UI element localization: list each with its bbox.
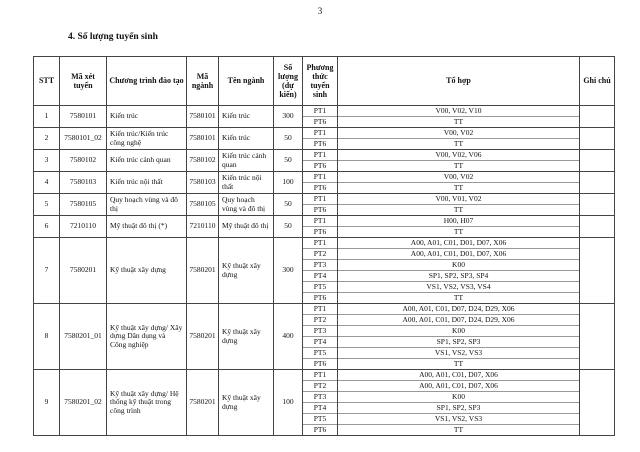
ma-xet-tuyen-cell: 7580103: [60, 172, 107, 194]
so-luong-cell: 100: [274, 370, 303, 436]
ghi-chu-cell: [580, 194, 615, 216]
ma-xet-tuyen-cell: 7580201_01: [60, 304, 107, 370]
to-hop-cell: A00, A01, C01, D01, D07, X06: [338, 249, 580, 260]
to-hop-cell: TT: [338, 183, 580, 194]
ten-nganh-cell: Kiến trúc: [219, 128, 274, 150]
ten-nganh-cell: Kỹ thuật xây dựng: [219, 238, 274, 304]
phuong-thuc-cell: PT5: [303, 414, 338, 425]
ma-xet-tuyen-cell: 7580105: [60, 194, 107, 216]
phuong-thuc-cell: PT1: [303, 106, 338, 117]
to-hop-cell: V00, V02, V10: [338, 106, 580, 117]
to-hop-cell: A00, A01, C01, D07, D24, D29, X06: [338, 315, 580, 326]
to-hop-cell: A00, A01, C01, D07, X06: [338, 370, 580, 381]
to-hop-cell: TT: [338, 139, 580, 150]
ma-nganh-cell: 7580201: [187, 238, 219, 304]
page-number: 3: [317, 6, 323, 16]
ma-nganh-cell: 7580101: [187, 128, 219, 150]
header-row: [34, 57, 615, 106]
table-row: [34, 370, 615, 381]
table-row: [34, 172, 615, 183]
chuong-trinh-cell: Kiến trúc nội thất: [107, 172, 187, 194]
header-ghi-chu: Ghi chú: [580, 57, 615, 106]
chuong-trinh-cell: Kiến trúc cảnh quan: [107, 150, 187, 172]
to-hop-cell: A00, A01, C01, D07, D24, D29, X06: [338, 304, 580, 315]
phuong-thuc-cell: PT1: [303, 238, 338, 249]
ma-xet-tuyen-cell: 7580201_02: [60, 370, 107, 436]
header-stt: STT: [34, 57, 60, 106]
chuong-trinh-cell: Mỹ thuật đô thị (*): [107, 216, 187, 238]
table-row: [34, 238, 615, 249]
so-luong-cell: 300: [274, 106, 303, 128]
so-luong-cell: 50: [274, 150, 303, 172]
stt-cell: 1: [34, 106, 60, 128]
admission-table: [33, 56, 615, 436]
stt-cell: 2: [34, 128, 60, 150]
to-hop-cell: TT: [338, 359, 580, 370]
to-hop-cell: V00, V02, V06: [338, 150, 580, 161]
to-hop-cell: V00, V02: [338, 128, 580, 139]
to-hop-cell: A00, A01, C01, D07, X06: [338, 381, 580, 392]
so-luong-cell: 50: [274, 194, 303, 216]
ghi-chu-cell: [580, 304, 615, 370]
stt-cell: 8: [34, 304, 60, 370]
ten-nganh-cell: Mỹ thuật đô thị: [219, 216, 274, 238]
stt-cell: 5: [34, 194, 60, 216]
phuong-thuc-cell: PT5: [303, 348, 338, 359]
ma-xet-tuyen-cell: 7580102: [60, 150, 107, 172]
to-hop-cell: VS1, VS2, VS3: [338, 348, 580, 359]
to-hop-cell: TT: [338, 205, 580, 216]
stt-cell: 7: [34, 238, 60, 304]
ma-xet-tuyen-cell: 7580101_02: [60, 128, 107, 150]
table-row: [34, 150, 615, 161]
phuong-thuc-cell: PT6: [303, 183, 338, 194]
ghi-chu-cell: [580, 106, 615, 128]
chuong-trinh-cell: Quy hoạch vùng và đô thị: [107, 194, 187, 216]
ten-nganh-cell: Kiến trúc: [219, 106, 274, 128]
header-so-luong: Số lượng (dự kiến): [274, 57, 303, 106]
header-ten-nganh: Tên ngành: [219, 57, 274, 106]
to-hop-cell: SP1, SP2, SP3: [338, 403, 580, 414]
table-row: [34, 304, 615, 315]
table-header: [34, 57, 615, 106]
phuong-thuc-cell: PT1: [303, 216, 338, 227]
phuong-thuc-cell: PT1: [303, 172, 338, 183]
ghi-chu-cell: [580, 172, 615, 194]
ten-nganh-cell: Kiến trúc nội thất: [219, 172, 274, 194]
to-hop-cell: K00: [338, 326, 580, 337]
phuong-thuc-cell: PT1: [303, 194, 338, 205]
phuong-thuc-cell: PT6: [303, 227, 338, 238]
chuong-trinh-cell: Kỹ thuật xây dựng/ Xây dựng Dân dụng và Công nghiệp: [107, 304, 187, 370]
to-hop-cell: SP1, SP2, SP3, SP4: [338, 271, 580, 282]
phuong-thuc-cell: PT1: [303, 150, 338, 161]
ma-nganh-cell: 7210110: [187, 216, 219, 238]
to-hop-cell: SP1, SP2, SP3: [338, 337, 580, 348]
ma-nganh-cell: 7580201: [187, 304, 219, 370]
stt-cell: 4: [34, 172, 60, 194]
header-to-hop: Tổ hợp: [338, 57, 580, 106]
to-hop-cell: TT: [338, 425, 580, 436]
ma-nganh-cell: 7580102: [187, 150, 219, 172]
stt-cell: 3: [34, 150, 60, 172]
phuong-thuc-cell: PT1: [303, 304, 338, 315]
ma-xet-tuyen-cell: 7210110: [60, 216, 107, 238]
table-body: [34, 106, 615, 436]
table-row: [34, 194, 615, 205]
chuong-trinh-cell: Kiến trúc/Kiến trúc công nghệ: [107, 128, 187, 150]
chuong-trinh-cell: Kỹ thuật xây dựng: [107, 238, 187, 304]
phuong-thuc-cell: PT6: [303, 139, 338, 150]
header-phuong-thuc: Phương thức tuyển sinh: [303, 57, 338, 106]
to-hop-cell: VS1, VS2, VS3: [338, 414, 580, 425]
so-luong-cell: 100: [274, 172, 303, 194]
phuong-thuc-cell: PT6: [303, 359, 338, 370]
stt-cell: 9: [34, 370, 60, 436]
ghi-chu-cell: [580, 370, 615, 436]
phuong-thuc-cell: PT6: [303, 293, 338, 304]
header-chuong-trinh: Chương trình đào tạo: [107, 57, 187, 106]
to-hop-cell: TT: [338, 227, 580, 238]
to-hop-cell: TT: [338, 117, 580, 128]
ma-nganh-cell: 7580201: [187, 370, 219, 436]
phuong-thuc-cell: PT4: [303, 403, 338, 414]
admission-quota-table: [33, 56, 615, 436]
to-hop-cell: TT: [338, 293, 580, 304]
phuong-thuc-cell: PT4: [303, 271, 338, 282]
ghi-chu-cell: [580, 150, 615, 172]
ten-nganh-cell: Kỹ thuật xây dựng: [219, 304, 274, 370]
stt-cell: 6: [34, 216, 60, 238]
phuong-thuc-cell: PT2: [303, 315, 338, 326]
so-luong-cell: 50: [274, 128, 303, 150]
phuong-thuc-cell: PT2: [303, 381, 338, 392]
phuong-thuc-cell: PT3: [303, 392, 338, 403]
phuong-thuc-cell: PT4: [303, 337, 338, 348]
to-hop-cell: TT: [338, 161, 580, 172]
ghi-chu-cell: [580, 238, 615, 304]
phuong-thuc-cell: PT1: [303, 128, 338, 139]
section-heading: 4. Số lượng tuyển sinh: [68, 32, 158, 42]
table-row: [34, 106, 615, 117]
phuong-thuc-cell: PT6: [303, 205, 338, 216]
phuong-thuc-cell: PT3: [303, 326, 338, 337]
so-luong-cell: 50: [274, 216, 303, 238]
phuong-thuc-cell: PT6: [303, 161, 338, 172]
chuong-trinh-cell: Kiến trúc: [107, 106, 187, 128]
to-hop-cell: VS1, VS2, VS3, VS4: [338, 282, 580, 293]
header-ma-nganh: Mã ngành: [187, 57, 219, 106]
ten-nganh-cell: Quy hoạch vùng và đô thị: [219, 194, 274, 216]
ghi-chu-cell: [580, 128, 615, 150]
header-ma-xet-tuyen: Mã xét tuyển: [60, 57, 107, 106]
to-hop-cell: V00, V02: [338, 172, 580, 183]
phuong-thuc-cell: PT3: [303, 260, 338, 271]
phuong-thuc-cell: PT5: [303, 282, 338, 293]
ma-nganh-cell: 7580105: [187, 194, 219, 216]
to-hop-cell: K00: [338, 392, 580, 403]
phuong-thuc-cell: PT2: [303, 249, 338, 260]
to-hop-cell: A00, A01, C01, D01, D07, X06: [338, 238, 580, 249]
phuong-thuc-cell: PT1: [303, 370, 338, 381]
table-row: [34, 128, 615, 139]
ma-nganh-cell: 7580101: [187, 106, 219, 128]
so-luong-cell: 300: [274, 238, 303, 304]
chuong-trinh-cell: Kỹ thuật xây dựng/ Hệ thống kỹ thuật trong công trình: [107, 370, 187, 436]
ma-nganh-cell: 7580103: [187, 172, 219, 194]
to-hop-cell: H00, H07: [338, 216, 580, 227]
ten-nganh-cell: Kiến trúc cảnh quan: [219, 150, 274, 172]
table-row: [34, 216, 615, 227]
so-luong-cell: 400: [274, 304, 303, 370]
to-hop-cell: K00: [338, 260, 580, 271]
ma-xet-tuyen-cell: 7580101: [60, 106, 107, 128]
ma-xet-tuyen-cell: 7580201: [60, 238, 107, 304]
to-hop-cell: V00, V01, V02: [338, 194, 580, 205]
ghi-chu-cell: [580, 216, 615, 238]
phuong-thuc-cell: PT6: [303, 425, 338, 436]
ten-nganh-cell: Kỹ thuật xây dựng: [219, 370, 274, 436]
phuong-thuc-cell: PT6: [303, 117, 338, 128]
